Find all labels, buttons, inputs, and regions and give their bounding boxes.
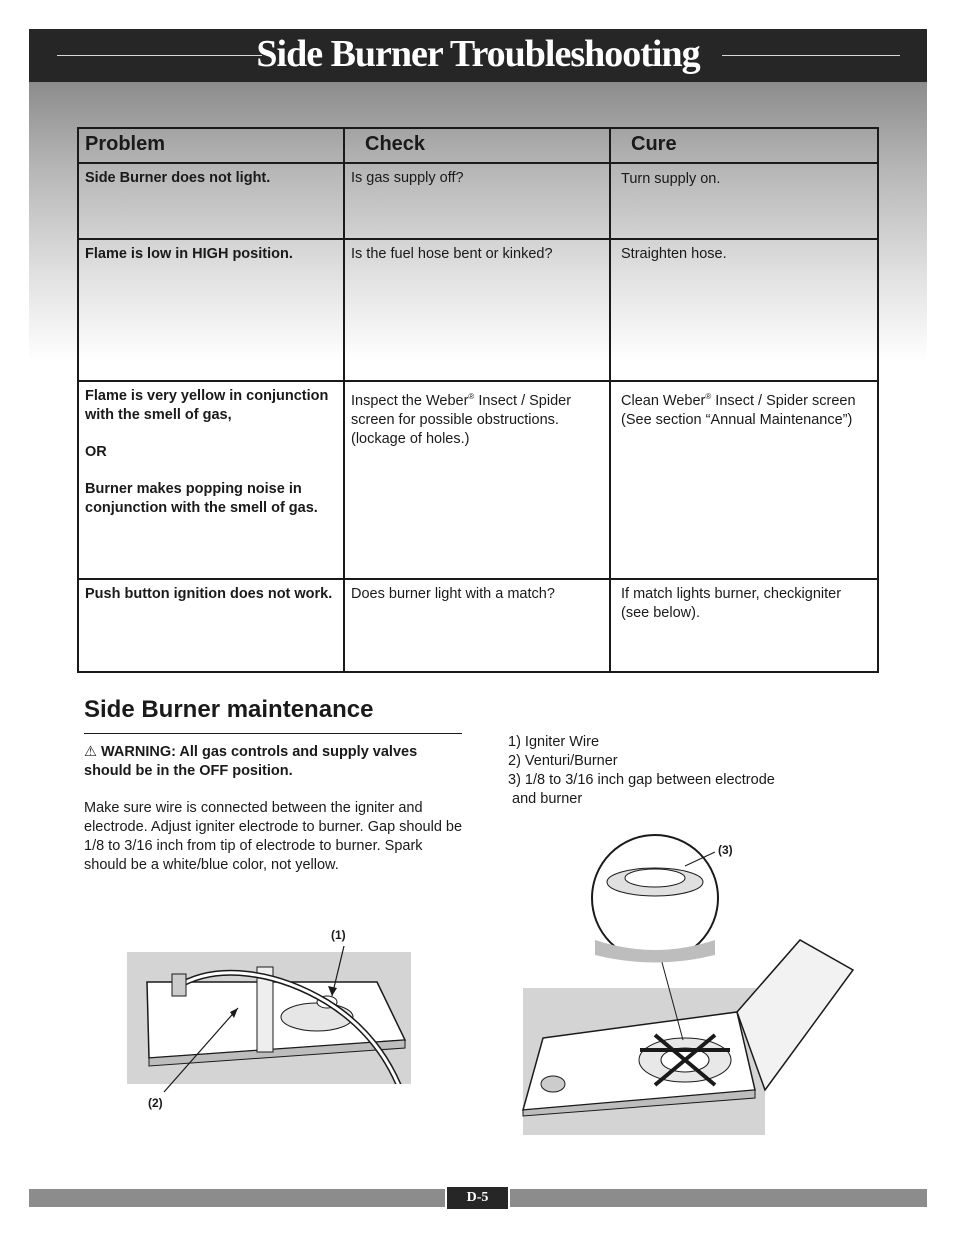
problem-line: OR — [85, 444, 107, 460]
table-header-row — [78, 128, 878, 163]
cure-cell: If match lights burner, checkigniter (see below). — [621, 586, 842, 621]
maintenance-body: Make sure wire is connected between the igniter and electrode. Adjust igniter electrode to burner. Gap should be 1/8 to 3/16 inch from tip of electrode to burner. Spark should be a white/blue color, not yellow. — [84, 800, 463, 873]
registered-mark: ® — [705, 392, 712, 401]
cure-text: Clean Weber — [621, 392, 706, 409]
problem-cell: Push button ignition does not work. — [85, 586, 333, 602]
legend-item: 2) Venturi/Burner — [508, 753, 618, 769]
cure-text: Insect / Spider screen (See section “Annual Maintenance”) — [621, 392, 856, 428]
problem-line: Flame is very yellow in conjunction with the smell of gas, — [85, 388, 329, 423]
callout-3: (3) — [718, 843, 733, 857]
check-cell: Is gas supply off? — [351, 170, 464, 186]
warning-label: WARNING: All gas controls and supply valves should be in the OFF position. — [84, 744, 418, 779]
cure-cell: Straighten hose. — [621, 246, 727, 262]
page-number: D-5 — [445, 1187, 510, 1209]
page-title: Side Burner Troubleshooting — [256, 33, 700, 75]
leader-lines — [160, 940, 360, 1100]
warning-icon: ⚠ — [84, 744, 97, 760]
header-check: Check — [344, 128, 610, 163]
cure-cell — [611, 382, 877, 430]
section-rule — [84, 733, 462, 734]
check-cell — [345, 382, 609, 449]
legend-item: 1) Igniter Wire — [508, 734, 600, 750]
header-cure: Cure — [610, 128, 878, 163]
section-title: Side Burner maintenance — [84, 696, 374, 723]
callout-2: (2) — [148, 1096, 163, 1110]
check-text: Inspect the Weber — [351, 392, 469, 409]
title-bar — [29, 29, 927, 82]
check-cell: Does burner light with a match? — [351, 586, 555, 602]
table-row — [78, 381, 878, 579]
check-text: Insect / Spider screen for possible obstructions. (lockage of holes.) — [351, 392, 572, 447]
table-row — [78, 239, 878, 381]
problem-cell: Flame is low in HIGH position. — [85, 246, 293, 262]
problem-line: Burner makes popping noise in conjunction with the smell of gas. — [85, 481, 318, 516]
figure-legend — [508, 733, 775, 809]
callout-1: (1) — [331, 928, 346, 942]
table-row — [78, 579, 878, 672]
troubleshooting-table — [77, 127, 879, 673]
registered-mark: ® — [468, 392, 475, 401]
table-row — [78, 163, 878, 239]
cure-cell: Turn supply on. — [621, 171, 721, 187]
legend-item: 3) 1/8 to 3/16 inch gap between electrode — [508, 772, 775, 788]
check-cell: Is the fuel hose bent or kinked? — [351, 246, 553, 262]
side-burner-drawing — [515, 830, 855, 1130]
header-problem: Problem — [78, 128, 344, 163]
title-rule-right — [722, 55, 900, 56]
warning-text — [84, 743, 464, 781]
problem-cell: Side Burner does not light. — [85, 170, 271, 186]
problem-cell — [79, 382, 343, 518]
legend-item: and burner — [508, 791, 583, 807]
